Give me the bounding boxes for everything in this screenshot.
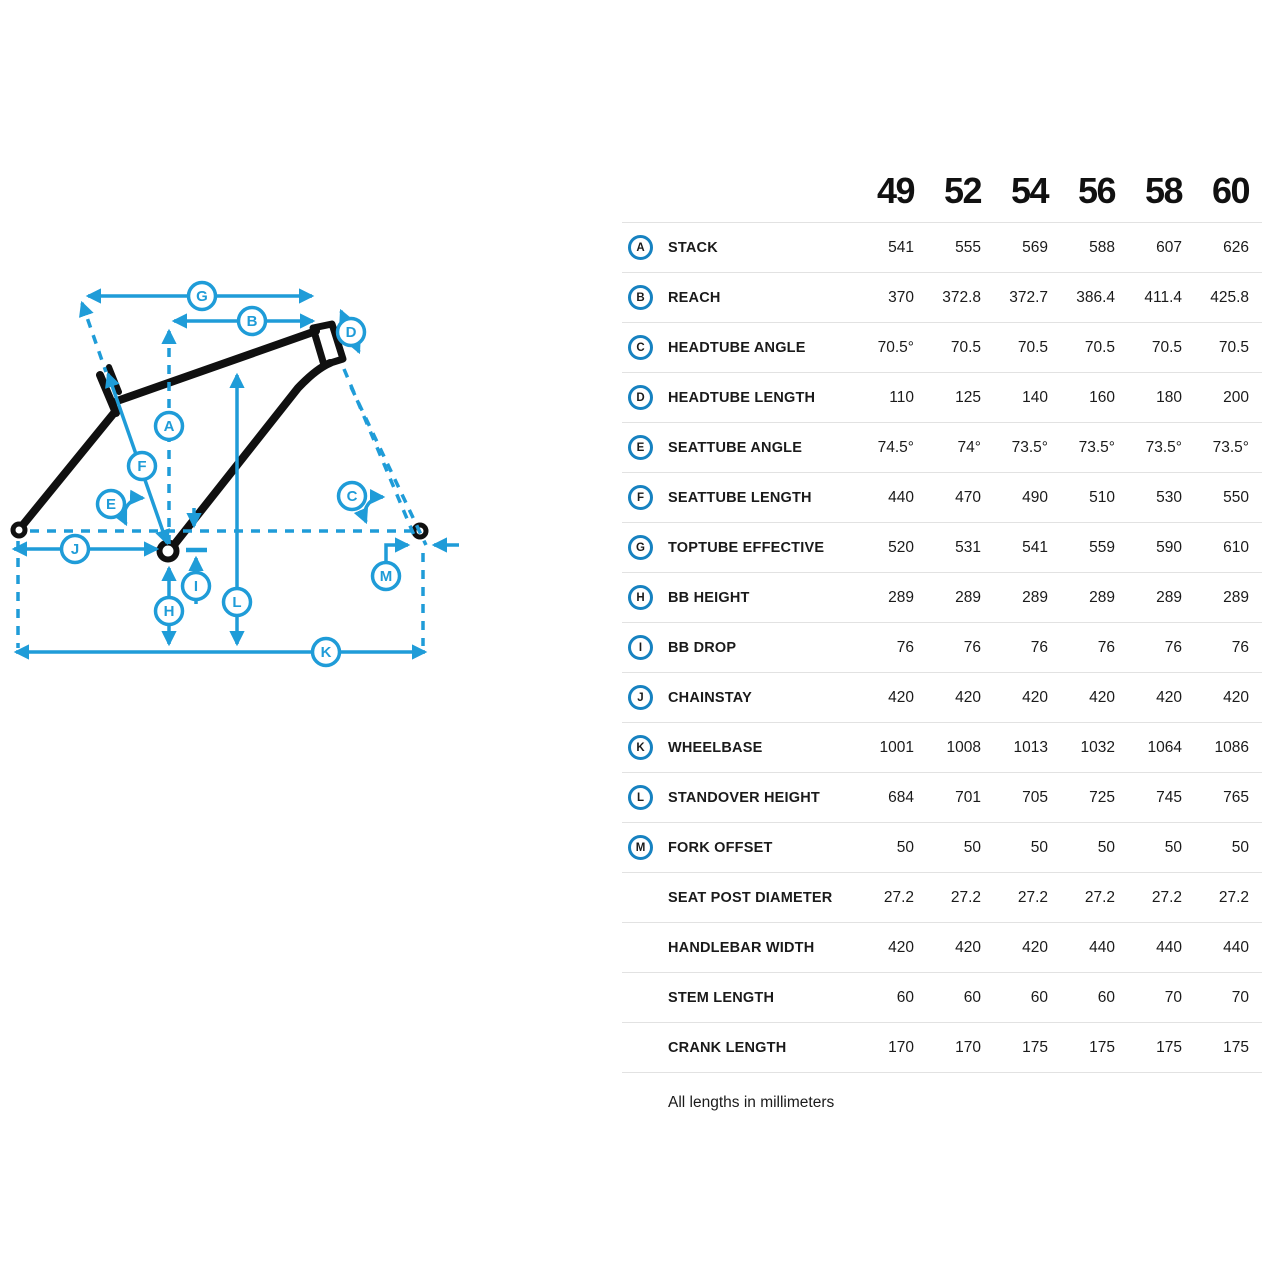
row-value: 1064	[1147, 738, 1182, 756]
row-value: 386.4	[1076, 288, 1115, 306]
size-column-header: 49	[876, 170, 914, 211]
row-value: 610	[1223, 538, 1249, 556]
row-letter-cell	[622, 335, 668, 360]
row-value: 569	[1022, 238, 1048, 256]
row-letter-cell	[622, 235, 668, 260]
row-value: 420	[1022, 688, 1048, 706]
row-value: 125	[955, 388, 981, 406]
dim-label-B	[239, 308, 266, 335]
rear-axle	[13, 524, 25, 536]
row-value: 60	[896, 988, 914, 1006]
dim-label-G	[189, 283, 216, 310]
steering-offset-axis	[351, 387, 426, 545]
row-value: 200	[1223, 388, 1249, 406]
row-value: 588	[1089, 238, 1115, 256]
row-value: 70	[1231, 988, 1249, 1006]
table-row	[622, 622, 1262, 672]
row-value: 370	[888, 288, 914, 306]
table-row	[622, 922, 1262, 972]
row-value: 27.2	[1218, 888, 1249, 906]
svg-text:C: C	[346, 488, 358, 505]
row-value: 70.5°	[877, 338, 914, 356]
svg-text:I: I	[193, 578, 199, 595]
dim-label-D	[338, 319, 365, 346]
row-value: 420	[1156, 688, 1182, 706]
row-value: 420	[955, 688, 981, 706]
row-label: SEAT POST DIAMETER	[668, 889, 833, 906]
table-row	[622, 772, 1262, 822]
svg-text:G: G	[196, 288, 208, 305]
row-value: 76	[963, 638, 981, 656]
row-letter-badge: J	[628, 685, 653, 710]
row-value: 175	[1089, 1038, 1115, 1056]
size-column-header: 60	[1211, 170, 1249, 211]
row-value: 1086	[1214, 738, 1249, 756]
row-value: 70.5	[1218, 338, 1249, 356]
row-value: 73.5°	[1078, 438, 1115, 456]
row-label: CRANK LENGTH	[668, 1039, 787, 1056]
svg-text:E: E	[105, 496, 117, 513]
table-row	[622, 722, 1262, 772]
row-value: 60	[1030, 988, 1048, 1006]
row-value: 50	[1231, 838, 1249, 856]
row-value: 27.2	[1084, 888, 1115, 906]
svg-text:J: J	[70, 541, 80, 558]
arrow-headtube-angle	[365, 497, 383, 522]
row-value: 520	[888, 538, 914, 556]
row-label: STEM LENGTH	[668, 989, 775, 1006]
row-value: 440	[1156, 938, 1182, 956]
row-value: 289	[1089, 588, 1115, 606]
row-letter-badge: D	[628, 385, 653, 410]
row-value: 420	[888, 938, 914, 956]
table-row	[622, 822, 1262, 872]
table-row	[622, 222, 1262, 272]
row-value: 289	[1156, 588, 1182, 606]
svg-text:M: M	[379, 568, 393, 585]
dim-label-K	[313, 639, 340, 666]
row-letter-badge: C	[628, 335, 653, 360]
row-value: 76	[1164, 638, 1182, 656]
dim-label-H	[156, 598, 183, 625]
row-letter-cell	[622, 285, 668, 310]
table-row	[622, 422, 1262, 472]
row-letter-badge: A	[628, 235, 653, 260]
table-header-row	[622, 160, 1262, 222]
row-value: 76	[1097, 638, 1115, 656]
size-column-header: 52	[943, 170, 981, 211]
row-value: 555	[955, 238, 981, 256]
row-value: 76	[1231, 638, 1249, 656]
row-value: 765	[1223, 788, 1249, 806]
row-value: 27.2	[883, 888, 914, 906]
dim-label-I	[183, 573, 210, 600]
row-value: 73.5°	[1212, 438, 1249, 456]
row-value: 27.2	[1017, 888, 1048, 906]
row-value: 70	[1164, 988, 1182, 1006]
row-letter-cell	[622, 785, 668, 810]
row-value: 440	[1223, 938, 1249, 956]
dim-label-F	[129, 453, 156, 480]
bike-geometry-diagram	[0, 0, 520, 720]
table-row	[622, 522, 1262, 572]
row-value: 420	[1022, 938, 1048, 956]
bottom-bracket	[160, 543, 177, 560]
row-value: 170	[955, 1038, 981, 1056]
row-letter-cell	[622, 485, 668, 510]
row-value: 470	[955, 488, 981, 506]
row-label: SEATTUBE ANGLE	[668, 439, 803, 456]
row-value: 289	[1223, 588, 1249, 606]
row-label: SEATTUBE LENGTH	[668, 489, 812, 506]
dim-label-M	[373, 563, 400, 590]
row-value: 1032	[1080, 738, 1115, 756]
row-value: 626	[1223, 238, 1249, 256]
row-label: BB DROP	[668, 639, 737, 656]
row-value: 50	[1164, 838, 1182, 856]
row-value: 745	[1156, 788, 1182, 806]
svg-text:K: K	[320, 644, 332, 661]
row-value: 170	[888, 1038, 914, 1056]
row-letter-badge: H	[628, 585, 653, 610]
row-value: 541	[1022, 538, 1048, 556]
size-column-header: 54	[1010, 170, 1048, 211]
row-letter-cell	[622, 735, 668, 760]
table-row	[622, 1022, 1262, 1073]
svg-text:F: F	[137, 458, 147, 475]
row-label: WHEELBASE	[668, 739, 763, 756]
row-value: 76	[896, 638, 914, 656]
construction-lines	[18, 303, 426, 648]
row-value: 1001	[879, 738, 914, 756]
dim-label-E	[98, 491, 125, 518]
row-value: 289	[888, 588, 914, 606]
row-letter-cell	[622, 385, 668, 410]
size-column-header: 56	[1077, 170, 1115, 211]
row-value: 76	[1030, 638, 1048, 656]
row-value: 180	[1156, 388, 1182, 406]
row-value: 420	[1089, 688, 1115, 706]
row-value: 73.5°	[1145, 438, 1182, 456]
table-row	[622, 272, 1262, 322]
table-row	[622, 572, 1262, 622]
row-value: 74°	[957, 438, 981, 456]
row-value: 70.5	[950, 338, 981, 356]
row-label: CHAINSTAY	[668, 689, 752, 706]
row-value: 175	[1223, 1038, 1249, 1056]
row-label: HEADTUBE LENGTH	[668, 389, 816, 406]
row-letter-badge: E	[628, 435, 653, 460]
svg-text:D: D	[345, 324, 357, 341]
row-value: 372.7	[1009, 288, 1048, 306]
geometry-table	[622, 160, 1262, 1112]
table-row	[622, 972, 1262, 1022]
row-letter-cell	[622, 835, 668, 860]
table-row	[622, 472, 1262, 522]
row-value: 372.8	[942, 288, 981, 306]
row-value: 701	[955, 788, 981, 806]
row-value: 420	[955, 938, 981, 956]
row-label: REACH	[668, 289, 721, 306]
row-value: 725	[1089, 788, 1115, 806]
row-value: 531	[955, 538, 981, 556]
row-value: 1008	[946, 738, 981, 756]
row-value: 550	[1223, 488, 1249, 506]
row-value: 1013	[1013, 738, 1048, 756]
dim-label-J	[62, 536, 89, 563]
dim-label-C	[339, 483, 366, 510]
row-value: 684	[888, 788, 914, 806]
row-value: 70.5	[1017, 338, 1048, 356]
dim-label-L	[224, 589, 251, 616]
row-value: 289	[1022, 588, 1048, 606]
row-value: 530	[1156, 488, 1182, 506]
row-value: 289	[955, 588, 981, 606]
row-value: 60	[1097, 988, 1115, 1006]
row-value: 440	[1089, 938, 1115, 956]
row-value: 590	[1156, 538, 1182, 556]
row-value: 70.5	[1151, 338, 1182, 356]
row-value: 559	[1089, 538, 1115, 556]
row-letter-badge: F	[628, 485, 653, 510]
svg-text:B: B	[246, 313, 258, 330]
row-letter-cell	[622, 435, 668, 460]
row-value: 50	[896, 838, 914, 856]
row-letter-badge: L	[628, 785, 653, 810]
row-value: 27.2	[1151, 888, 1182, 906]
svg-text:A: A	[163, 418, 175, 435]
row-value: 490	[1022, 488, 1048, 506]
row-label: HANDLEBAR WIDTH	[668, 939, 815, 956]
row-letter-badge: K	[628, 735, 653, 760]
row-label: FORK OFFSET	[668, 839, 773, 856]
row-value: 541	[888, 238, 914, 256]
row-letter-cell	[622, 585, 668, 610]
row-value: 160	[1089, 388, 1115, 406]
row-value: 607	[1156, 238, 1182, 256]
row-value: 411.4	[1144, 288, 1182, 306]
geometry-table-rows	[622, 160, 1262, 1073]
units-note: All lengths in millimeters	[668, 1094, 835, 1111]
row-label: TOPTUBE EFFECTIVE	[668, 539, 825, 556]
table-row	[622, 322, 1262, 372]
row-value: 140	[1022, 388, 1048, 406]
row-value: 73.5°	[1011, 438, 1048, 456]
row-value: 420	[888, 688, 914, 706]
row-letter-badge: G	[628, 535, 653, 560]
row-value: 50	[1030, 838, 1048, 856]
row-label: STANDOVER HEIGHT	[668, 789, 820, 806]
arrow-seattube-angle	[124, 498, 143, 524]
row-value: 70.5	[1084, 338, 1115, 356]
row-label: BB HEIGHT	[668, 589, 750, 606]
row-value: 175	[1156, 1038, 1182, 1056]
table-row	[622, 872, 1262, 922]
row-letter-badge: I	[628, 635, 653, 660]
top-tube	[117, 331, 316, 401]
row-value: 175	[1022, 1038, 1048, 1056]
row-letter-badge: M	[628, 835, 653, 860]
table-row	[622, 372, 1262, 422]
row-value: 74.5°	[877, 438, 914, 456]
row-value: 440	[888, 488, 914, 506]
row-value: 27.2	[950, 888, 981, 906]
row-value: 510	[1089, 488, 1115, 506]
row-label: STACK	[668, 239, 718, 256]
row-label: HEADTUBE ANGLE	[668, 339, 806, 356]
row-value: 50	[963, 838, 981, 856]
row-value: 110	[889, 388, 914, 406]
row-letter-cell	[622, 535, 668, 560]
row-value: 50	[1097, 838, 1115, 856]
row-value: 420	[1223, 688, 1249, 706]
row-letter-badge: B	[628, 285, 653, 310]
row-value: 425.8	[1210, 288, 1249, 306]
row-value: 60	[963, 988, 981, 1006]
size-column-header: 58	[1144, 170, 1182, 211]
dim-label-A	[156, 413, 183, 440]
table-row	[622, 672, 1262, 722]
frame-outline	[13, 324, 426, 560]
seat-axis-extension	[82, 303, 106, 372]
svg-text:L: L	[232, 594, 242, 611]
row-letter-cell	[622, 635, 668, 660]
svg-text:H: H	[163, 603, 175, 620]
row-letter-cell	[622, 685, 668, 710]
row-value: 705	[1022, 788, 1048, 806]
